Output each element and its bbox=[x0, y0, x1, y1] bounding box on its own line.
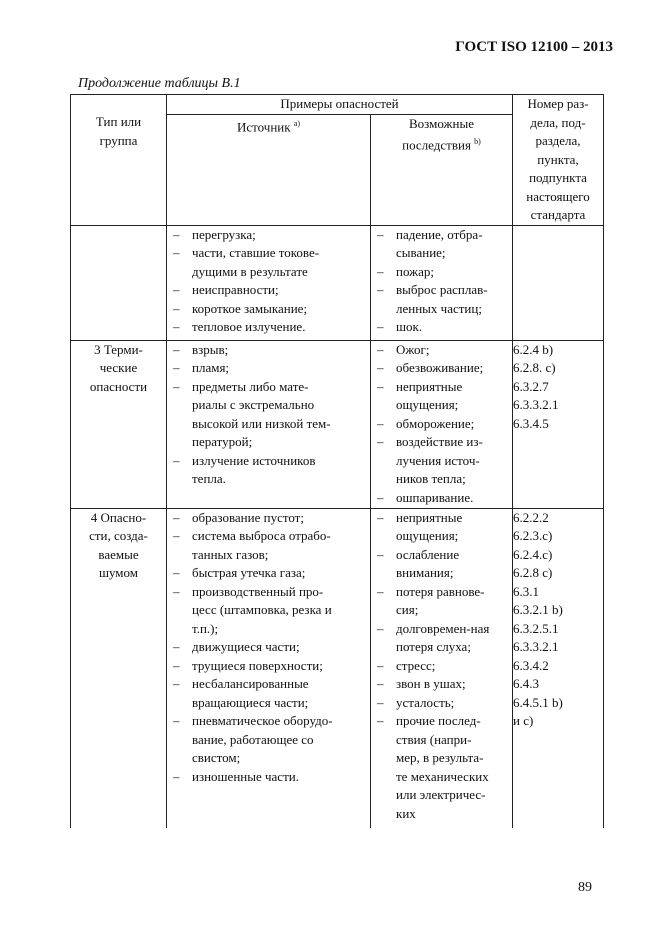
header-type: Тип или группа bbox=[71, 95, 167, 226]
consequence-item: – неприятные bbox=[371, 378, 512, 397]
source-item: – изношенные части. bbox=[167, 768, 370, 787]
consequence-item: – обезвоживание; bbox=[371, 359, 512, 378]
section-ref: 6.2.3.c) bbox=[513, 528, 553, 543]
source-item: – части, ставшие токове- bbox=[167, 244, 370, 263]
table-row bbox=[71, 225, 604, 340]
source-item: вращающиеся части; bbox=[192, 694, 309, 710]
source-item: цесс (штамповка, резка и bbox=[192, 602, 332, 617]
consequence-item: мер, в результа- bbox=[396, 750, 484, 765]
consequence-item: те механических bbox=[396, 768, 489, 784]
consequence-item: ников тепла; bbox=[396, 471, 466, 486]
consequence-item: ощущения; bbox=[396, 528, 459, 543]
section-ref: 6.3.4.5 bbox=[513, 415, 549, 431]
consequence-cell bbox=[371, 225, 513, 340]
consequence-item: – долговремен-ная bbox=[371, 620, 512, 639]
consequence-item: ленных частиц; bbox=[396, 300, 482, 316]
consequence-item: ствия (напри- bbox=[396, 731, 472, 747]
hazard-type-cell bbox=[71, 340, 167, 508]
hazard-type-line: ваемые bbox=[98, 546, 139, 562]
source-item: дущими в результате bbox=[192, 263, 308, 279]
source-item: т.п.); bbox=[192, 620, 219, 636]
section-ref: 6.2.4.c) bbox=[513, 546, 553, 562]
hazard-type-line: 4 Опасно- bbox=[90, 509, 147, 525]
source-item: танных газов; bbox=[192, 546, 269, 562]
source-item: – взрыв; bbox=[167, 341, 370, 360]
consequence-cell bbox=[371, 508, 513, 828]
table-header-row-1 bbox=[71, 95, 604, 115]
hazard-type-cell bbox=[71, 508, 167, 828]
section-ref: и c) bbox=[513, 713, 534, 728]
source-item: вание, работающее со bbox=[192, 731, 314, 747]
source-item: пературой; bbox=[192, 434, 253, 449]
source-cell bbox=[167, 340, 371, 508]
source-item: – несбалансированные bbox=[167, 675, 370, 694]
source-item: – трущиеся поверхности; bbox=[167, 657, 370, 676]
source-item: – быстрая утечка газа; bbox=[167, 564, 370, 583]
source-item: – движущиеся части; bbox=[167, 638, 370, 657]
hazard-type-line: сти, созда- bbox=[89, 528, 148, 543]
consequence-item: внимания; bbox=[396, 565, 454, 580]
consequence-item: – выброс расплав- bbox=[371, 281, 512, 300]
source-item: свистом; bbox=[192, 750, 241, 765]
source-item: – перегрузка; bbox=[167, 226, 370, 245]
section-ref: 6.3.3.2.1 bbox=[513, 639, 559, 654]
consequence-item: ких bbox=[396, 805, 416, 821]
hazard-type-line: 3 Терми- bbox=[94, 341, 143, 357]
source-item: – пневматическое оборудо- bbox=[167, 712, 370, 731]
header-consequences: Возможные последствия $^{b)}$ bbox=[371, 114, 513, 225]
source-item: – производственный про- bbox=[167, 583, 370, 602]
section-ref: 6.2.2.2 bbox=[513, 509, 549, 525]
hazards-table bbox=[70, 94, 604, 828]
source-item: – излучение источников bbox=[167, 452, 370, 471]
consequence-item: – обморожение; bbox=[371, 415, 512, 434]
consequence-item: – Ожог; bbox=[371, 341, 512, 360]
table-caption: Продолжение таблицы В.1 bbox=[78, 76, 241, 91]
hazard-type-line: опасности bbox=[89, 378, 148, 394]
page-number: 89 bbox=[578, 880, 592, 895]
consequence-item: лучения источ- bbox=[396, 452, 480, 468]
hazard-type-line: шумом bbox=[98, 565, 139, 580]
consequence-cell bbox=[371, 340, 513, 508]
source-footnote-mark: a) bbox=[293, 118, 301, 128]
source-item: высокой или низкой тем- bbox=[192, 415, 331, 431]
consequence-item: сия; bbox=[396, 602, 419, 617]
consequence-item: потеря слуха; bbox=[396, 639, 471, 654]
header-source: Источник $^{a)}$ bbox=[167, 114, 371, 225]
consequence-item: – ошпаривание. bbox=[371, 489, 512, 508]
section-ref: 6.4.5.1 b) bbox=[513, 694, 563, 710]
section-cell bbox=[513, 508, 604, 828]
source-cell bbox=[167, 508, 371, 828]
section-ref: 6.2.4 b) bbox=[513, 341, 554, 357]
standard-title: ГОСТ ISO 12100 – 2013 bbox=[455, 39, 613, 55]
source-item: – образование пустот; bbox=[167, 509, 370, 528]
section-ref: 6.3.1 bbox=[513, 583, 539, 599]
section-ref: 6.2.8. c) bbox=[513, 360, 556, 375]
consequence-item: сывание; bbox=[396, 245, 446, 260]
consequence-item: – прочие послед- bbox=[371, 712, 512, 731]
source-item: тепла. bbox=[192, 471, 226, 486]
source-cell bbox=[167, 225, 371, 340]
hazard-type-cell bbox=[71, 225, 167, 340]
source-item: – короткое замыкание; bbox=[167, 300, 370, 319]
header-section-number: Номер раз- дела, под- раздела, пункта, подпункта настоящего стандарта bbox=[513, 95, 604, 226]
section-ref: 6.3.3.2.1 bbox=[513, 397, 559, 412]
source-item: – система выброса отрабо- bbox=[167, 527, 370, 546]
hazard-type-line: ческие bbox=[99, 360, 138, 375]
consequence-item: или электричес- bbox=[396, 787, 486, 802]
section-ref: 6.3.2.5.1 bbox=[513, 620, 559, 636]
section-ref: 6.2.8 c) bbox=[513, 565, 553, 580]
consequence-item: – пожар; bbox=[371, 263, 512, 282]
table-row bbox=[71, 508, 604, 828]
section-ref: 6.3.2.7 bbox=[513, 378, 549, 394]
consequence-item: – неприятные bbox=[371, 509, 512, 528]
source-item: риалы с экстремально bbox=[192, 397, 315, 412]
table-row bbox=[71, 340, 604, 508]
source-item: – тепловое излучение. bbox=[167, 318, 370, 337]
section-ref: 6.3.2.1 b) bbox=[513, 602, 563, 617]
source-item: – пламя; bbox=[167, 359, 370, 378]
consequences-footnote-mark: b) bbox=[474, 137, 481, 147]
consequence-item: – шок. bbox=[371, 318, 512, 337]
section-ref: 6.4.3 bbox=[513, 676, 539, 691]
source-item: – предметы либо мате- bbox=[167, 378, 370, 397]
consequence-item: – звон в ушах; bbox=[371, 675, 512, 694]
section-ref: 6.3.4.2 bbox=[513, 657, 549, 673]
consequence-item: – усталость; bbox=[371, 694, 512, 713]
consequence-item: – воздействие из- bbox=[371, 433, 512, 452]
consequence-item: – потеря равнове- bbox=[371, 583, 512, 602]
source-item: – неисправности; bbox=[167, 281, 370, 300]
consequence-item: – ослабление bbox=[371, 546, 512, 565]
consequence-item: – стресс; bbox=[371, 657, 512, 676]
section-cell bbox=[513, 225, 604, 340]
header-examples: Примеры опасностей bbox=[167, 95, 513, 115]
consequence-item: – падение, отбра- bbox=[371, 226, 512, 245]
section-cell bbox=[513, 340, 604, 508]
consequence-item: ощущения; bbox=[396, 397, 459, 412]
